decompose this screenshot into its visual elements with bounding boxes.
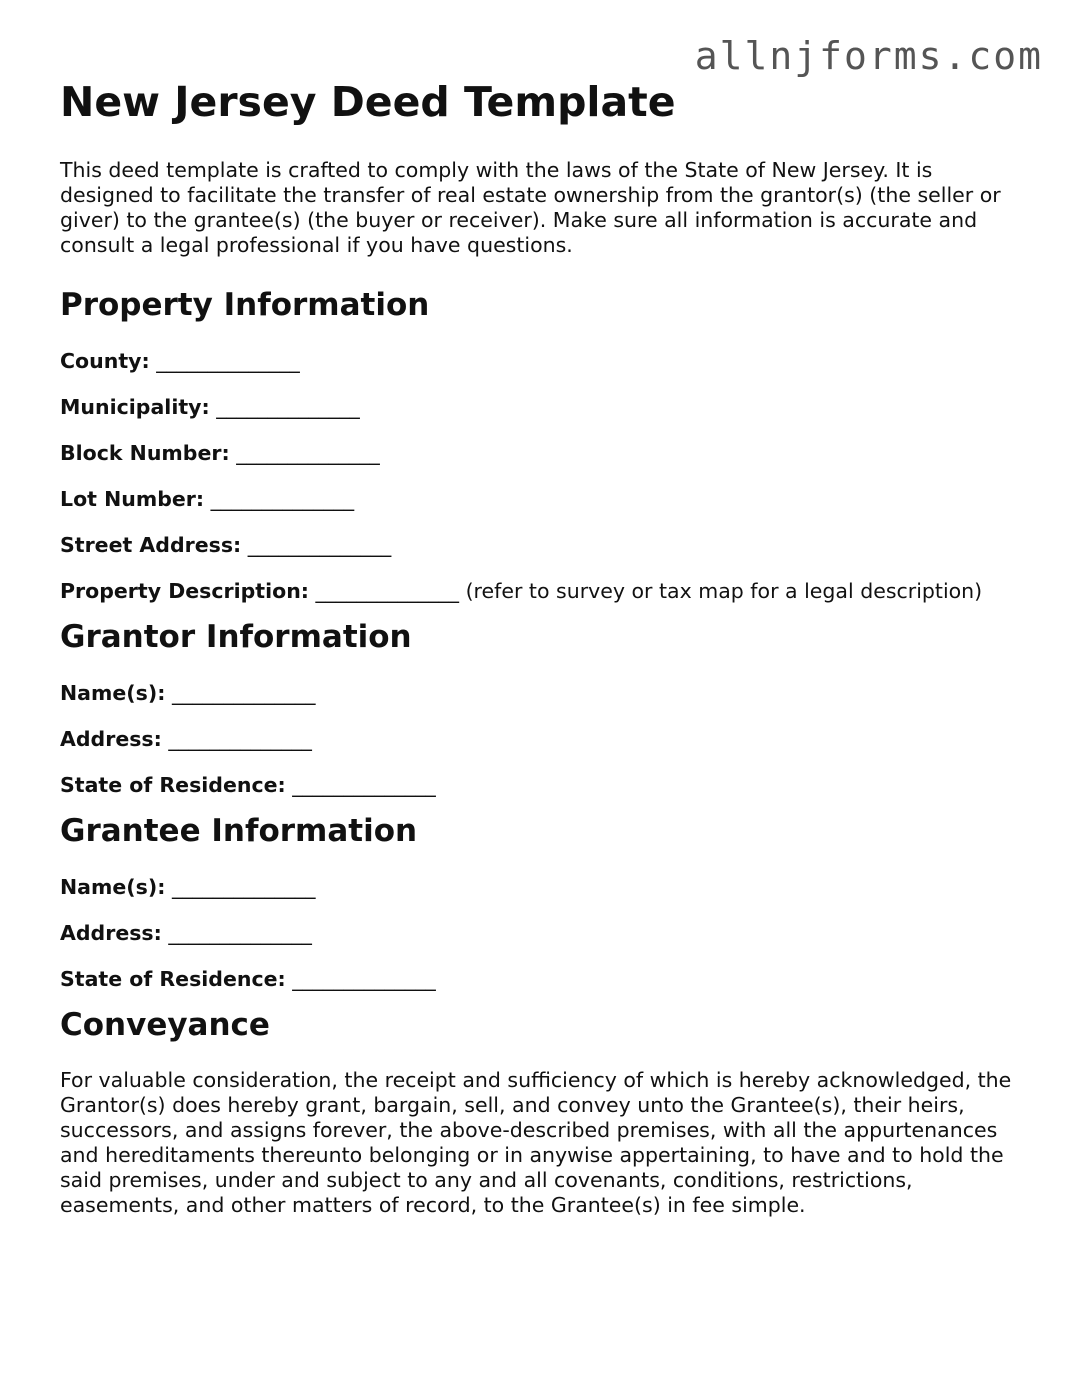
street-address-field <box>60 532 1030 558</box>
grantor-residence-field <box>60 772 1030 798</box>
block-number-field <box>60 440 1030 466</box>
property-description-note: (refer to survey or tax map for a legal description) <box>465 579 983 603</box>
grantor-section <box>60 618 1030 798</box>
conveyance-heading: Conveyance <box>60 1007 270 1043</box>
grantee-section <box>60 812 1030 992</box>
lot-number-label: Lot Number: <box>60 487 205 511</box>
municipality-label: Municipality: <box>60 395 210 419</box>
grantee-names-field <box>60 874 1030 900</box>
property-description-blank[interactable]: ______________ <box>315 579 460 603</box>
grantor-names-field <box>60 680 1030 706</box>
property-description-field <box>60 578 1030 604</box>
intro-paragraph: This deed template is crafted to comply with the laws of the State of New Jersey. It is designed to facilitate the transfer of real estate ownership from the grantor(s) (the seller or giver) to the grantee(s) (the buyer or receiver). Make sure all information is accurate and consult a legal professional if you have questions. <box>60 158 1001 257</box>
grantee-residence-label: State of Residence: <box>60 967 286 991</box>
grantor-names-blank[interactable]: ______________ <box>171 681 316 705</box>
county-field <box>60 348 1030 374</box>
municipality-blank[interactable]: ______________ <box>216 395 360 419</box>
lot-number-field <box>60 486 1030 512</box>
property-heading: Property Information <box>60 287 430 323</box>
grantee-address-label: Address: <box>60 921 162 945</box>
street-address-label: Street Address: <box>60 533 242 557</box>
grantee-names-blank[interactable]: ______________ <box>171 875 316 899</box>
county-label: County: <box>60 349 150 373</box>
street-address-blank[interactable]: ______________ <box>247 533 392 557</box>
block-number-label: Block Number: <box>60 441 230 465</box>
conveyance-paragraph: For valuable consideration, the receipt and sufficiency of which is hereby acknowledged, the Grantor(s) does hereby grant, bargain, sell, and convey unto the Grantee(s), their heirs, successors, and assigns forever, the above-described premises, with all the appurtenances and hereditaments thereunto belonging or in anywise appertaining, to have and to hold the said premises, under and subject to any and all covenants, conditions, restrictions, easements, and other matters of record, to the Grantee(s) in fee simple. <box>60 1068 1012 1217</box>
block-number-blank[interactable]: ______________ <box>236 441 380 465</box>
grantor-address-blank[interactable]: ______________ <box>168 727 312 751</box>
grantor-residence-label: State of Residence: <box>60 773 286 797</box>
grantor-address-label: Address: <box>60 727 162 751</box>
grantor-residence-blank[interactable]: ______________ <box>292 773 436 797</box>
grantee-residence-blank[interactable]: ______________ <box>292 967 436 991</box>
page-title: New Jersey Deed Template <box>60 78 676 126</box>
grantee-address-blank[interactable]: ______________ <box>168 921 312 945</box>
grantor-address-field <box>60 726 1030 752</box>
grantee-heading: Grantee Information <box>60 813 418 849</box>
grantee-residence-field <box>60 966 1030 992</box>
conveyance-section <box>60 1006 1030 1218</box>
county-blank[interactable]: ______________ <box>156 349 300 373</box>
grantor-heading: Grantor Information <box>60 619 412 655</box>
grantor-names-label: Name(s): <box>60 681 166 705</box>
site-watermark: allnjforms.com <box>694 34 1043 78</box>
lot-number-blank[interactable]: ______________ <box>210 487 355 511</box>
grantee-names-label: Name(s): <box>60 875 166 899</box>
deed-document <box>60 78 1030 1218</box>
municipality-field <box>60 394 1030 420</box>
property-section <box>60 286 1030 604</box>
grantee-address-field <box>60 920 1030 946</box>
property-description-label: Property Description: <box>60 579 309 603</box>
